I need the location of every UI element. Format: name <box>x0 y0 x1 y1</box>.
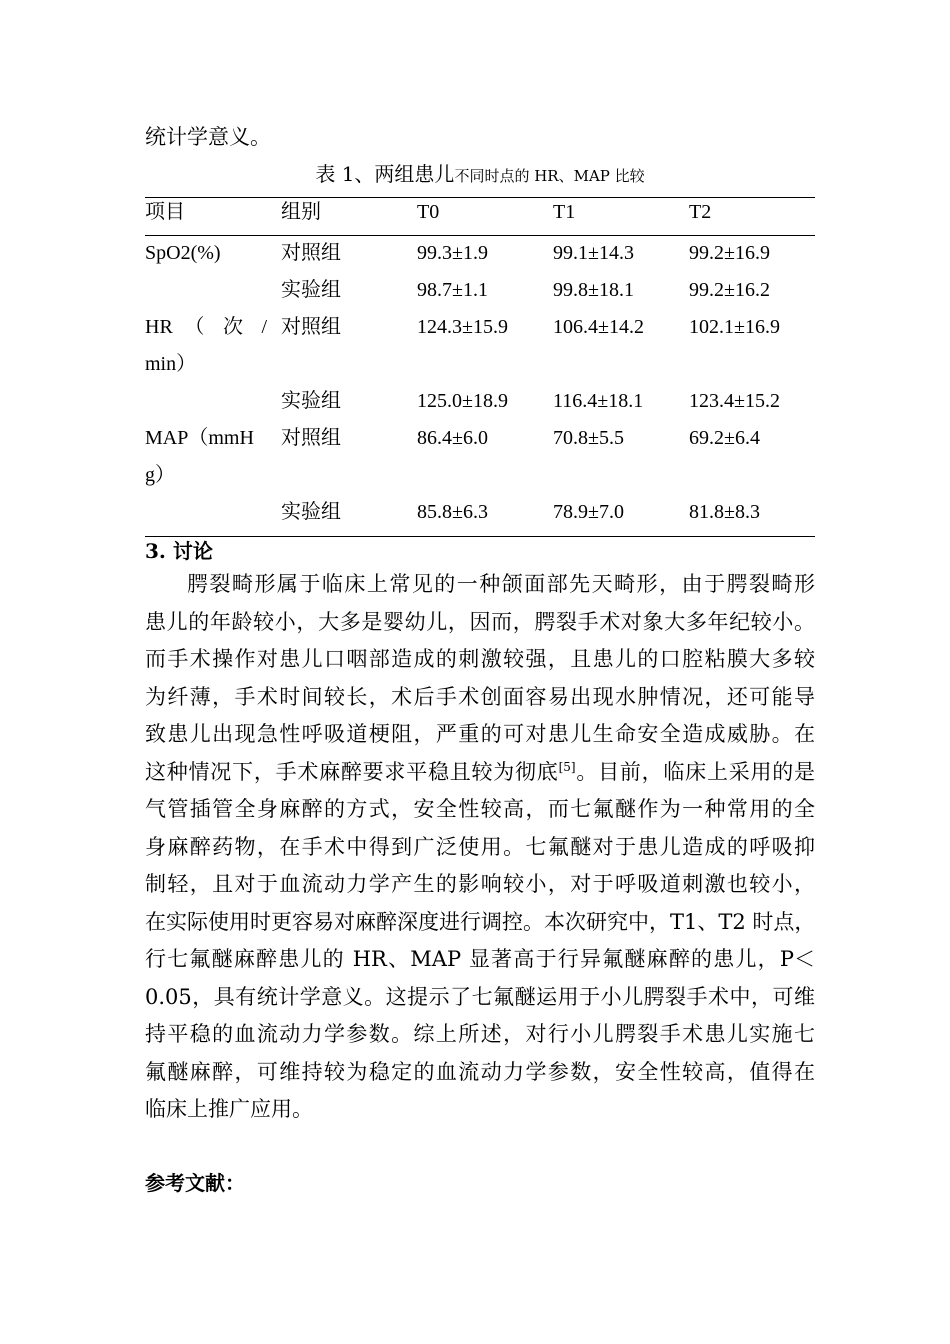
paragraph-line-part: 这种情况下，手术麻醉要求平稳且较为彻底 <box>145 759 559 784</box>
cell-group: 实验组 <box>281 501 341 523</box>
header-t2: T2 <box>689 201 712 223</box>
lead-text: 统计学意义。 <box>145 125 271 149</box>
paragraph-line: 行七氟醚麻醉患儿的 HR、MAP 显著高于行异氟醚麻醉的患儿，P＜ <box>145 947 815 971</box>
cell-group: 实验组 <box>281 390 341 412</box>
paragraph-line: 持平稳的血流动力学参数。综上所述，对行小儿腭裂手术患儿实施七 <box>145 1022 815 1046</box>
paragraph-line: 致患儿出现急性呼吸道梗阻，严重的可对患儿生命安全造成威胁。在 <box>145 722 815 746</box>
table-bottom-rule <box>145 536 815 537</box>
paragraph-line: 腭裂畸形属于临床上常见的一种颌面部先天畸形，由于腭裂畸形 <box>187 572 815 596</box>
paragraph-line: 在实际使用时更容易对麻醉深度进行调控。本次研究中，T1、T2 时点， <box>145 909 816 934</box>
cell-value: 69.2±6.4 <box>689 427 760 449</box>
paragraph-line: 0.05，具有统计学意义。这提示了七氟醚运用于小儿腭裂手术中，可维 <box>145 984 815 1009</box>
cell-value: 124.3±15.9 <box>417 316 508 338</box>
paragraph-line: 临床上推广应用。 <box>145 1097 313 1121</box>
header-t0: T0 <box>417 201 440 223</box>
row-label-hr-line2: min） <box>145 353 197 375</box>
table-row <box>145 272 815 309</box>
cell-value: 102.1±16.9 <box>689 316 780 338</box>
paragraph-line-part: 。目前，临床上采用的是 <box>575 759 816 784</box>
header-group: 组别 <box>281 201 321 223</box>
references-heading: 参考文献： <box>145 1171 245 1195</box>
row-label-map-line2: g） <box>145 464 175 486</box>
section-title: 3. 讨论 <box>145 539 213 563</box>
cell-value: 99.3±1.9 <box>417 242 488 264</box>
paragraph-line: 而手术操作对患儿口咽部造成的刺激较强，且患儿的口腔粘膜大多较 <box>145 647 815 671</box>
table-row <box>145 420 815 494</box>
comparison-table <box>145 197 815 531</box>
paragraph-line: 制轻，且对于血流动力学产生的影响较小，对于呼吸道刺激也较小， <box>145 872 815 896</box>
paragraph-line: 气管插管全身麻醉的方式，安全性较高，而七氟醚作为一种常用的全 <box>145 797 815 821</box>
cell-group: 对照组 <box>281 242 341 264</box>
cell-value: 98.7±1.1 <box>417 279 488 301</box>
row-label-empty <box>145 272 281 309</box>
header-t1: T1 <box>553 201 576 223</box>
cell-value: 99.2±16.9 <box>689 242 770 264</box>
discussion-paragraph <box>145 566 815 1129</box>
cell-value: 81.8±8.3 <box>689 501 760 523</box>
cell-value: 125.0±18.9 <box>417 390 508 412</box>
row-label-empty <box>145 383 281 420</box>
cell-group: 实验组 <box>281 279 341 301</box>
cell-value: 85.8±6.3 <box>417 501 488 523</box>
table-row <box>145 309 815 383</box>
cell-value: 78.9±7.0 <box>553 501 624 523</box>
paragraph-line-with-citation <box>145 754 815 792</box>
row-label-empty <box>145 494 281 531</box>
paragraph-line: 氟醚麻醉，可维持较为稳定的血流动力学参数，安全性较高，值得在 <box>145 1059 815 1084</box>
paragraph-line: 为纤薄，手术时间较长，术后手术创面容易出现水肿情况，还可能导 <box>145 684 815 709</box>
table-caption <box>145 160 815 190</box>
cell-group: 对照组 <box>281 316 341 338</box>
header-item: 项目 <box>145 201 185 223</box>
cell-value: 86.4±6.0 <box>417 427 488 449</box>
table-row <box>145 383 815 420</box>
table-caption-small: 不同时点的 HR、MAP 比较 <box>454 167 645 185</box>
row-label-hr-line1: HR （ 次 / <box>145 316 267 338</box>
row-label-map <box>145 420 281 494</box>
cell-value: 70.8±5.5 <box>553 427 624 449</box>
cell-value: 99.2±16.2 <box>689 279 770 301</box>
table-row <box>145 494 815 531</box>
cell-value: 106.4±14.2 <box>553 316 644 338</box>
cell-value: 116.4±18.1 <box>553 390 644 412</box>
citation-marker[interactable]: [5] <box>558 759 576 774</box>
cell-value: 99.1±14.3 <box>553 242 634 264</box>
table-header-row <box>145 197 815 235</box>
cell-value: 99.8±18.1 <box>553 279 634 301</box>
paragraph-line: 身麻醉药物，在手术中得到广泛使用。七氟醚对于患儿造成的呼吸抑 <box>145 834 815 859</box>
cell-value: 123.4±15.2 <box>689 390 780 412</box>
row-label-hr <box>145 309 281 383</box>
row-label-spo2: SpO2(%) <box>145 242 221 264</box>
row-label-map-line1: MAP（mmH <box>145 427 254 449</box>
cell-group: 对照组 <box>281 427 341 449</box>
table-row <box>145 235 815 272</box>
table-caption-main: 表 1、两组患儿 <box>315 162 455 186</box>
paragraph-line: 患儿的年龄较小，大多是婴幼儿，因而，腭裂手术对象大多年纪较小。 <box>145 609 815 634</box>
